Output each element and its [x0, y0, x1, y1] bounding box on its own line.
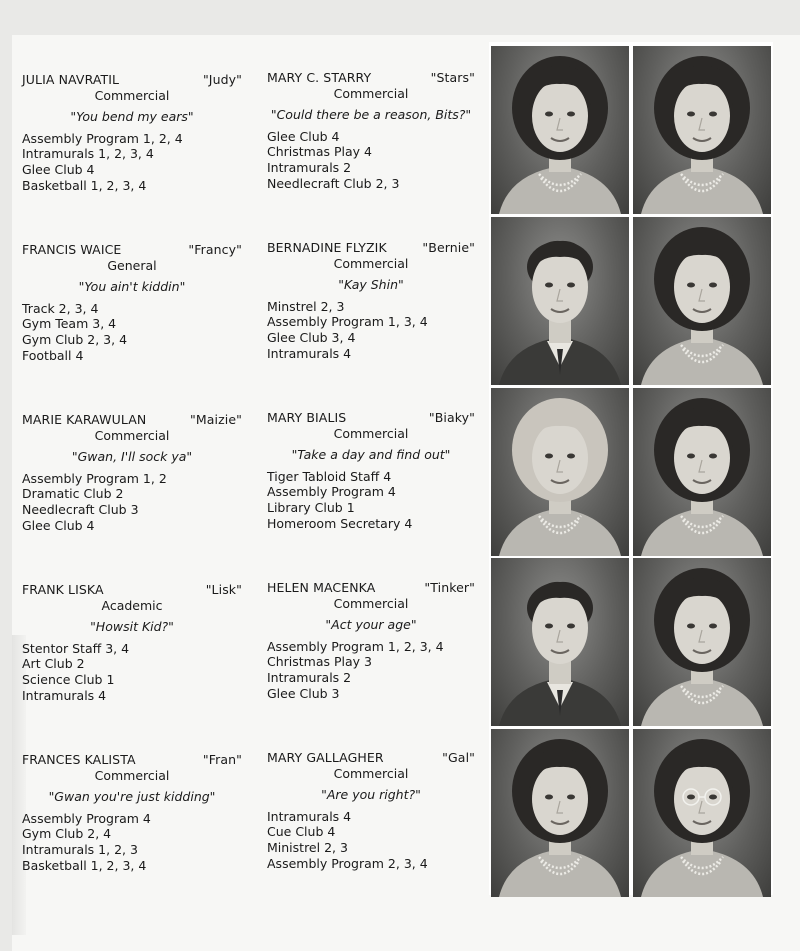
activity-item: Cue Club 4: [267, 824, 336, 840]
portrait-figure-icon: [491, 558, 629, 726]
portrait-figure-icon: [633, 217, 771, 385]
activity-item: Science Club 1: [22, 671, 115, 687]
activity-item: Christmas Play 4: [267, 144, 372, 160]
activity-item: Track 2, 3, 4: [22, 300, 99, 316]
student-quote: "Could there be a reason, Bits?": [270, 107, 472, 123]
activity-item: Intramurals 1, 2, 3: [22, 841, 138, 857]
student-name: BERNADINE FLYZIK: [267, 240, 387, 255]
student-quote: "Act your age": [325, 617, 417, 633]
student-entry: [22, 752, 242, 873]
activity-list: [267, 299, 475, 361]
portrait-mary-gallagher: [633, 729, 771, 897]
portrait-figure-icon: [633, 46, 771, 214]
portrait-figure-icon: [491, 388, 629, 556]
activity-item: Football 4: [22, 347, 84, 363]
student-quote: "Gwan you're just kidding": [48, 789, 216, 805]
activity-item: Assembly Program 1, 2: [22, 470, 167, 486]
activity-item: Glee Club 3: [267, 685, 340, 701]
activity-item: Intramurals 4: [267, 808, 352, 824]
student-course: Commercial: [94, 767, 170, 783]
activity-item: Assembly Program 2, 3, 4: [267, 855, 428, 871]
student-quote: "Gwan, I'll sock ya": [71, 449, 193, 465]
student-name: FRANK LISKA: [22, 582, 104, 597]
student-course: Commercial: [333, 255, 409, 271]
portrait-figure-icon: [633, 558, 771, 726]
portrait-helen-macenka: [633, 558, 771, 726]
student-quote: "You ain't kiddin": [78, 279, 186, 295]
activity-item: Assembly Program 1, 3, 4: [267, 314, 428, 330]
activity-item: Dramatic Club 2: [22, 486, 124, 502]
student-course: Commercial: [94, 87, 170, 103]
activity-item: Christmas Play 3: [267, 654, 372, 670]
student-entry: [22, 412, 242, 533]
portrait-frank-liska: [491, 558, 629, 726]
portrait-julia-navratil: [491, 46, 629, 214]
activity-item: Intramurals 4: [22, 687, 107, 703]
portrait-figure-icon: [491, 729, 629, 897]
student-quote: "Take a day and find out": [291, 447, 451, 463]
student-nickname: "Judy": [202, 72, 242, 87]
activity-item: Homeroom Secretary 4: [267, 515, 413, 531]
student-name: HELEN MACENKA: [267, 580, 376, 595]
activity-item: Intramurals 1, 2, 3, 4: [22, 146, 154, 162]
activity-item: Intramurals 2: [267, 669, 352, 685]
student-name: MARY C. STARRY: [267, 70, 372, 85]
activity-list: [22, 811, 242, 873]
student-entry: [267, 580, 475, 701]
activity-item: Intramurals 2: [267, 159, 352, 175]
activity-item: Ministrel 2, 3: [267, 839, 348, 855]
portrait-figure-icon: [633, 729, 771, 897]
student-nickname: "Lisk": [205, 582, 242, 597]
activity-item: Minstrel 2, 3: [267, 298, 345, 314]
activity-item: Library Club 1: [267, 499, 355, 515]
portrait-mary-bialis: [633, 388, 771, 556]
activity-item: Needlecraft Club 2, 3: [267, 175, 400, 191]
activity-item: Assembly Program 1, 2, 4: [22, 130, 183, 146]
student-course: Academic: [101, 597, 163, 613]
activity-item: Glee Club 3, 4: [267, 329, 356, 345]
activity-list: [22, 301, 242, 363]
student-entry: [267, 750, 475, 871]
student-nickname: "Maizie": [190, 412, 242, 427]
student-quote: "Are you right?": [321, 787, 421, 803]
activity-list: [22, 131, 242, 193]
student-nickname: "Fran": [202, 752, 242, 767]
portrait-figure-icon: [491, 217, 629, 385]
activity-item: Gym Team 3, 4: [22, 316, 117, 332]
student-name: MARIE KARAWULAN: [22, 412, 147, 427]
portrait-mary-c-starry: [633, 46, 771, 214]
portrait-figure-icon: [491, 46, 629, 214]
student-name: FRANCES KALISTA: [22, 752, 136, 767]
student-quote: "You bend my ears": [70, 109, 194, 125]
activity-item: Gym Club 2, 3, 4: [22, 331, 128, 347]
student-entry: [22, 582, 242, 703]
student-nickname: "Bernie": [422, 240, 475, 255]
student-quote: "Howsit Kid?": [90, 619, 174, 635]
activity-list: [267, 639, 475, 701]
student-nickname: "Gal": [442, 750, 475, 765]
portrait-francis-waice: [491, 217, 629, 385]
activity-item: Assembly Program 4: [267, 484, 396, 500]
student-course: Commercial: [333, 425, 409, 441]
activity-item: Art Club 2: [22, 656, 85, 672]
activity-item: Basketball 1, 2, 3, 4: [22, 177, 147, 193]
student-course: General: [107, 257, 157, 273]
activity-list: [267, 809, 475, 871]
student-course: Commercial: [333, 85, 409, 101]
portrait-frances-kalista: [491, 729, 629, 897]
activity-item: Needlecraft Club 3: [22, 501, 139, 517]
activity-item: Assembly Program 4: [22, 810, 151, 826]
student-quote: "Kay Shin": [338, 277, 404, 293]
student-name: FRANCIS WAICE: [22, 242, 122, 257]
activity-item: Gym Club 2, 4: [22, 826, 112, 842]
student-course: Commercial: [94, 427, 170, 443]
student-nickname: "Francy": [188, 242, 242, 257]
student-name: MARY GALLAGHER: [267, 750, 384, 765]
portrait-marie-karawulan: [491, 388, 629, 556]
activity-list: [267, 469, 475, 531]
activity-item: Stentor Staff 3, 4: [22, 640, 130, 656]
student-name: MARY BIALIS: [267, 410, 347, 425]
student-course: Commercial: [333, 765, 409, 781]
activity-item: Assembly Program 1, 2, 3, 4: [267, 638, 444, 654]
portrait-figure-icon: [633, 388, 771, 556]
activity-item: Tiger Tabloid Staff 4: [267, 468, 392, 484]
activity-list: [267, 129, 475, 191]
activity-item: Glee Club 4: [22, 517, 95, 533]
activity-item: Glee Club 4: [22, 161, 95, 177]
student-course: Commercial: [333, 595, 409, 611]
activity-list: [22, 471, 242, 533]
student-entry: [267, 240, 475, 361]
student-nickname: "Biaky": [428, 410, 475, 425]
portrait-bernadine-flyzik: [633, 217, 771, 385]
student-entry: [267, 410, 475, 531]
student-entry: [22, 72, 242, 193]
student-name: JULIA NAVRATIL: [22, 72, 120, 87]
activity-item: Glee Club 4: [267, 128, 340, 144]
student-entry: [267, 70, 475, 191]
student-nickname: "Tinker": [424, 580, 475, 595]
student-nickname: "Stars": [430, 70, 475, 85]
activity-item: Basketball 1, 2, 3, 4: [22, 857, 147, 873]
activity-item: Intramurals 4: [267, 345, 352, 361]
student-entry: [22, 242, 242, 363]
activity-list: [22, 641, 242, 703]
